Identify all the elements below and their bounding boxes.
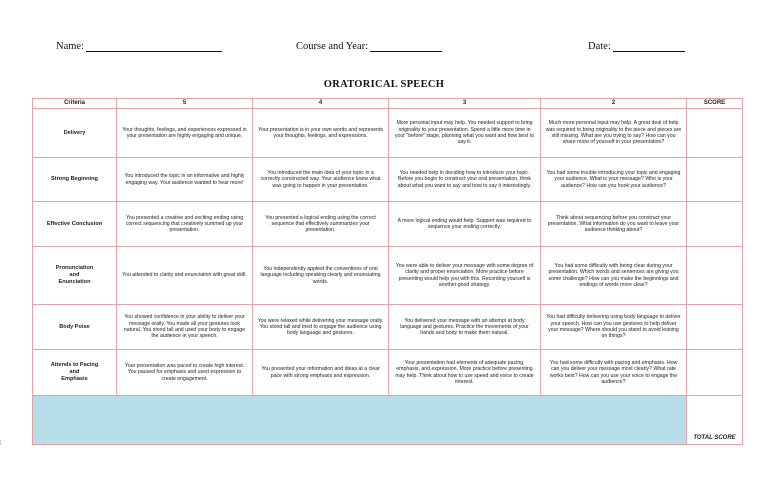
descriptor-cell-5: You introduced the topic in an informative and highly engaging way. Your audience wanted to hear more! [117,158,253,202]
descriptor-cell-4: Your presentation is in your own words and represents your thoughts, feelings, and expressions. [253,109,389,158]
criteria-cell: Body Poise [33,305,117,350]
score-cell[interactable] [687,305,743,350]
descriptor-cell-3: You were able to deliver your message with some degree of clarity and proper enunciation. More practice before presenting would help you with this. Recording yourself is another good strategy. [389,247,541,305]
name-field[interactable] [56,40,222,52]
table-row [33,350,743,396]
descriptor-cell-5: You presented a creative and exciting ending using correct sequencing that creatively summed up your presentation. [117,202,253,247]
criteria-cell: Effective Conclusion [33,202,117,247]
total-shaded-area [33,396,687,445]
score-cell[interactable] [687,202,743,247]
header-score-3: 3 [389,99,541,109]
descriptor-cell-5: Your presentation was paced to create high interest. You paused for emphasis and used expression to create engagement. [117,350,253,396]
criteria-cell: Strong Beginning [33,158,117,202]
course-year-field[interactable] [296,40,442,52]
total-score-cell[interactable]: TOTAL SCORE [687,396,743,445]
descriptor-cell-2: Think about sequencing before you construct your presentation. What information do you want to leave your audience thinking about? [541,202,687,247]
table-row [33,202,743,247]
score-cell[interactable] [687,247,743,305]
table-row [33,109,743,158]
rubric-header-row [33,99,743,109]
corner-mark: ¦ [0,440,2,446]
score-cell[interactable] [687,158,743,202]
descriptor-cell-4: You were relaxed while delivering your message orally. You stood tall and tried to engage the audience using body language and gestures. [253,305,389,350]
document-title: ORATORICAL SPEECH [323,79,445,90]
header-score-5: 5 [117,99,253,109]
course-year-blank-line[interactable] [370,40,442,52]
descriptor-cell-2: You had some trouble introducing your topic and engaging your audience. What is your message? Who is your audience? How can you hook your audience? [541,158,687,202]
descriptor-cell-2: You had difficulty delivering using body language to deliver your speech. How can you use gestures to help deliver your message? Where should you stand to avoid leaning on things? [541,305,687,350]
score-cell[interactable] [687,109,743,158]
date-blank-line[interactable] [613,40,685,52]
name-label: Name: [56,41,84,52]
total-row [33,396,743,445]
descriptor-cell-4: You presented your information and ideas at a clear pace with strong emphasis and expression. [253,350,389,396]
descriptor-cell-5: Your thoughts, feelings, and experiences expressed in your presentation are highly engaging and unique. [117,109,253,158]
descriptor-cell-3: More personal input may help. You needed support to bring originality to your presentation. Spend a little more time in your "before" stage, planning what you want and how best to say it. [389,109,541,158]
date-label: Date: [588,41,611,52]
descriptor-cell-2: You had some difficulty with pacing and emphasis. How can you deliver your message most clearly? What rate works best? How can you use your voice to engage the audience? [541,350,687,396]
descriptor-cell-5: You attended to clarity and enunciation with great skill. [117,247,253,305]
descriptor-cell-3: You delivered your message with an attempt at body language and gestures. Practice the movements of your hands and body to make them natural. [389,305,541,350]
descriptor-cell-5: You showed confidence in your ability to deliver your message orally. You made all your gestures look natural. You stood tall and used your body to engage the audience in your speech. [117,305,253,350]
criteria-cell: Attends to Pacing and Emphasis [33,350,117,396]
date-field[interactable] [588,40,685,52]
header-score-4: 4 [253,99,389,109]
student-info-header [56,40,684,56]
descriptor-cell-4: You independently applied the conventions of oral language including speaking clearly and enunciating words. [253,247,389,305]
header-score-2: 2 [541,99,687,109]
descriptor-cell-2: Much more personal input may help. A great deal of help was required to bring originality to the piece and pieces are still missing. What are you trying to say? How can you share more of yourself in your presentation? [541,109,687,158]
rubric-table [32,98,743,445]
criteria-cell: Pronunciation and Enunciation [33,247,117,305]
course-year-label: Course and Year: [296,41,369,52]
descriptor-cell-2: You had some difficulty with being clear during your presentation. Which words and sentences are giving you some challenge? How can you make the beginnings and endings of words more clear? [541,247,687,305]
score-cell[interactable] [687,350,743,396]
descriptor-cell-3: A more logical ending would help. Support was required to sequence your ending correctly. [389,202,541,247]
table-row [33,158,743,202]
criteria-cell: Delivery [33,109,117,158]
descriptor-cell-3: You needed help in deciding how to introduce your topic. Before you begin to construct your oral presentation, think about what you want to say and how to say it interestingly. [389,158,541,202]
table-row [33,247,743,305]
table-row [33,305,743,350]
name-blank-line[interactable] [86,40,222,52]
descriptor-cell-4: You presented a logical ending using the correct sequence that effectively summarizes your presentation. [253,202,389,247]
header-score: SCORE [687,99,743,109]
descriptor-cell-4: You introduced the main idea of your topic in a correctly constructed way. Your audience knew what was going to happen in your presentation. [253,158,389,202]
header-criteria: Criteria [33,99,117,109]
descriptor-cell-3: Your presentation had elements of adequate pacing, emphasis, and expression. More practice before presenting may help. Think about how to use speed and voice to create interest. [389,350,541,396]
